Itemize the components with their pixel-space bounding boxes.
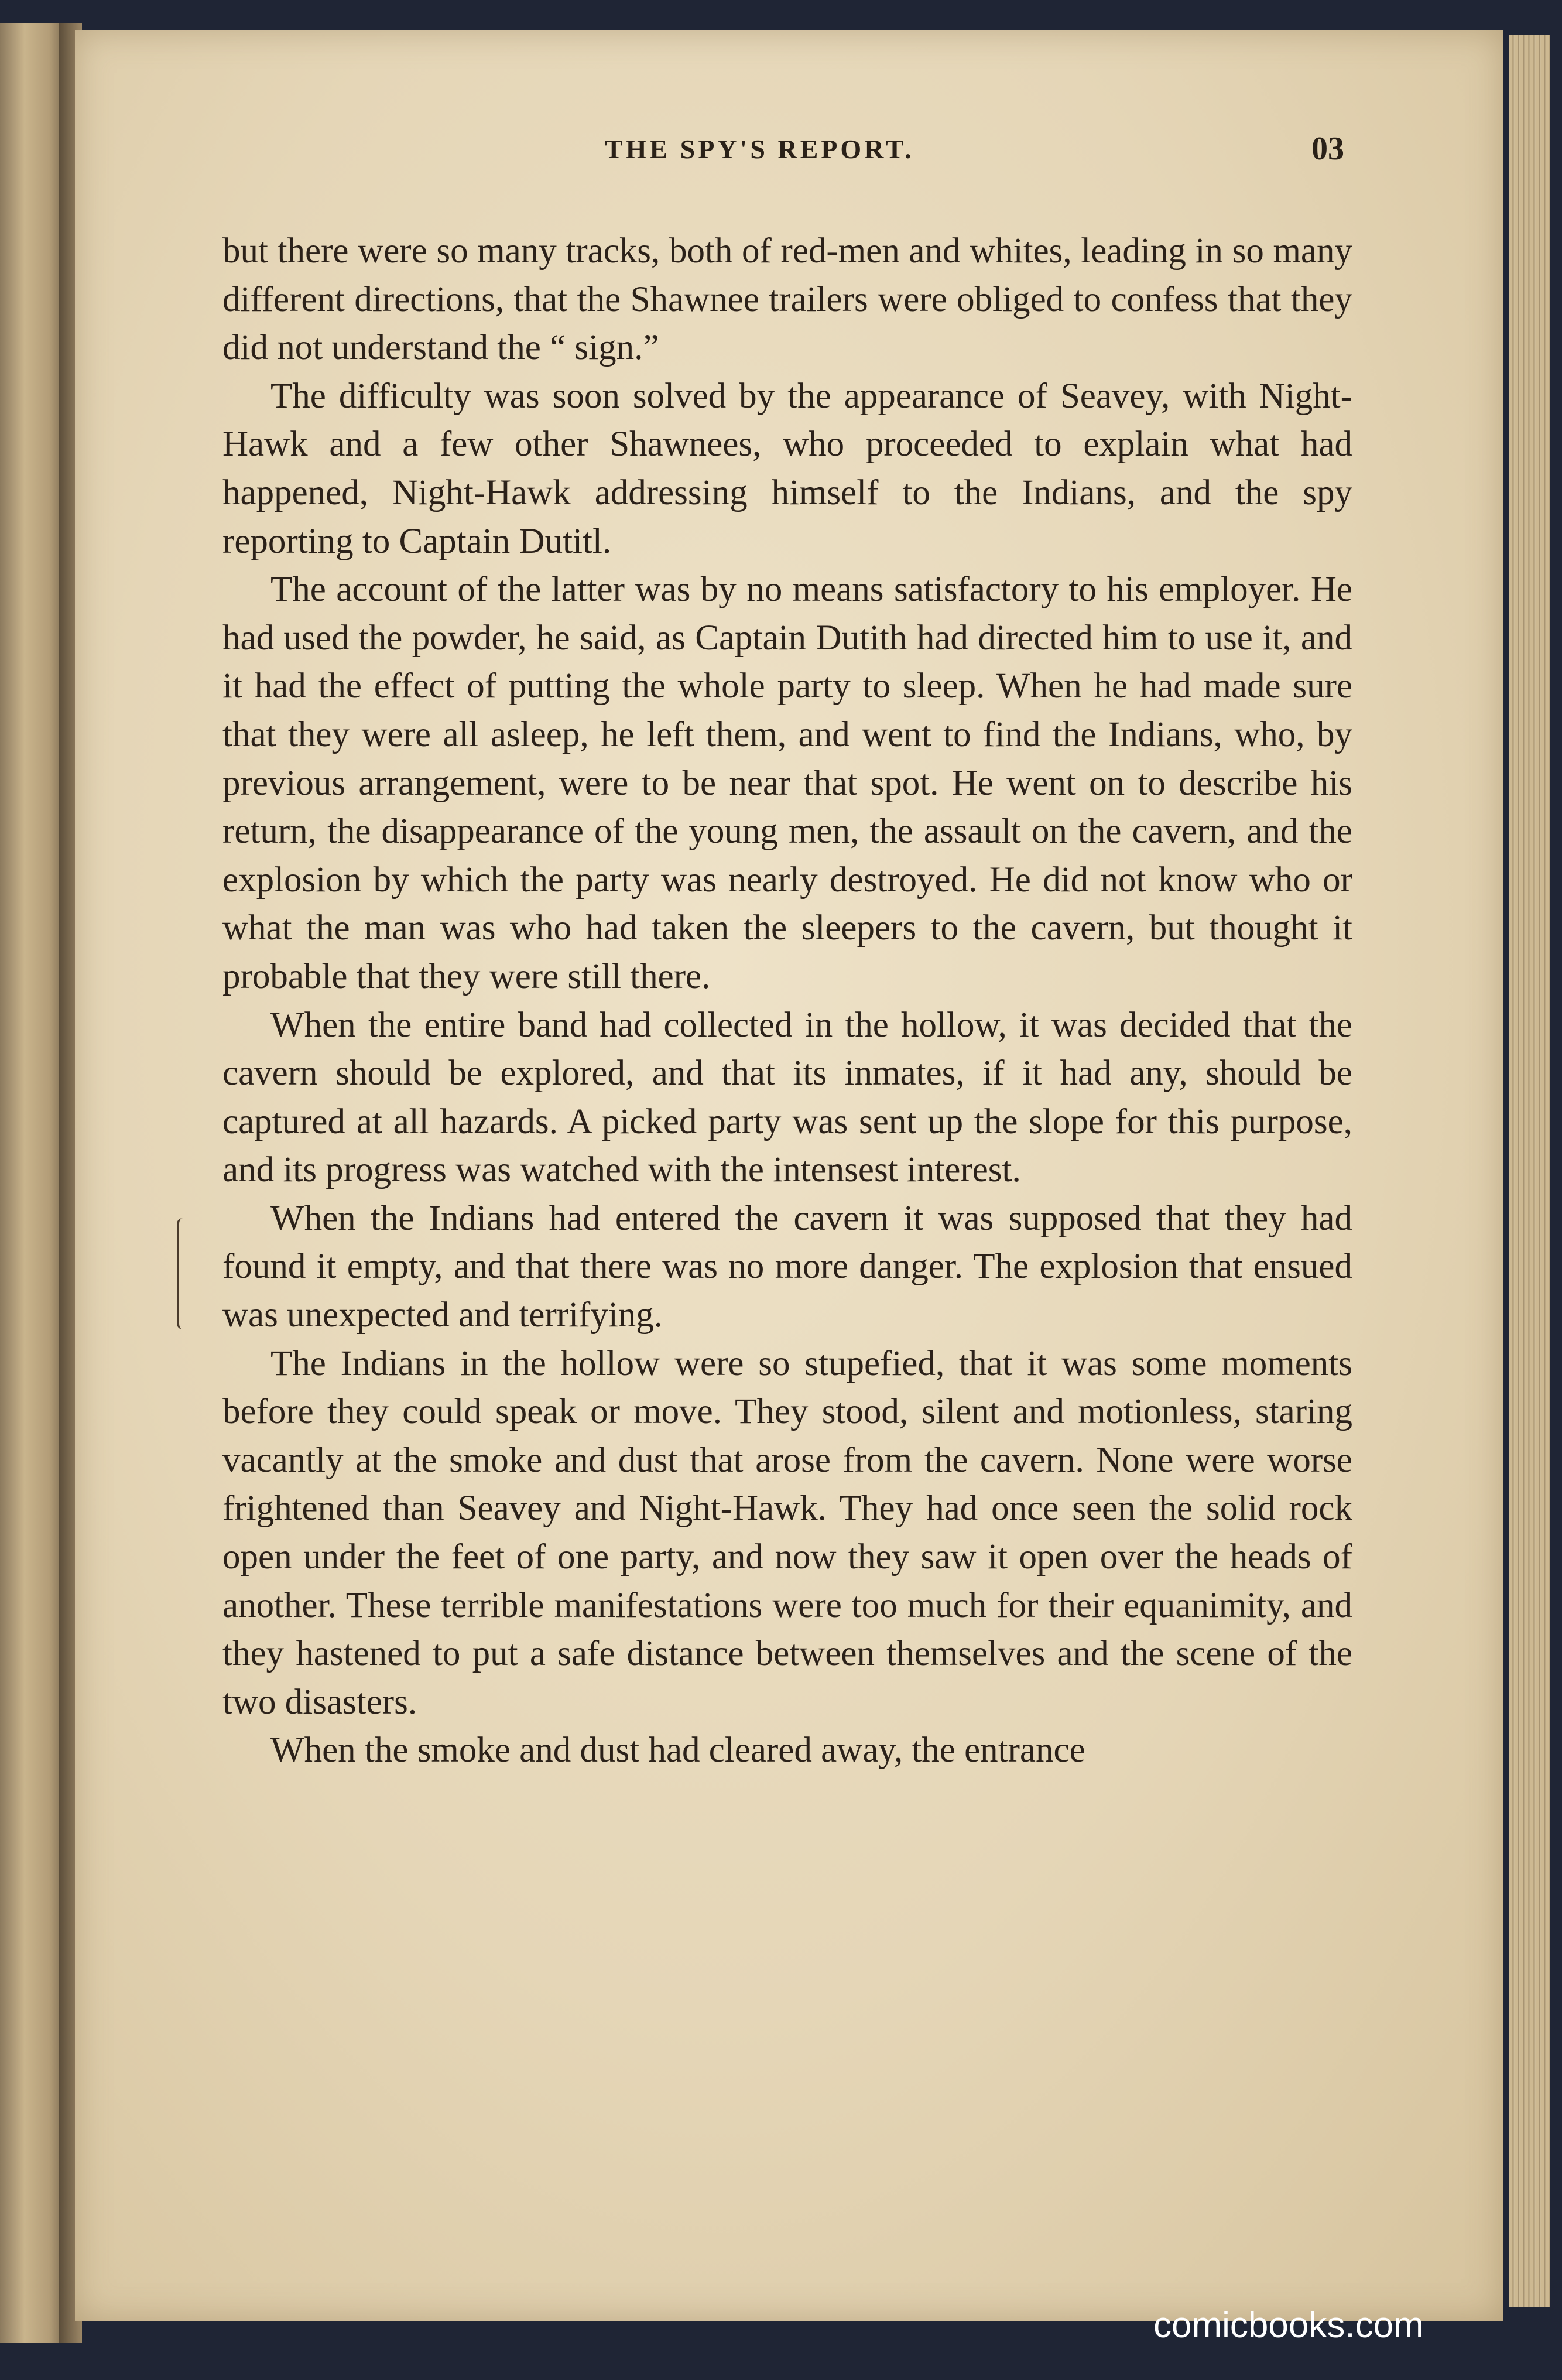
- paragraph-3: The account of the latter was by no means satisfactory to his employer. He had used the powder, he said, as Captain Dutith had directed him to use it, and it had the effect of putting the whole party to sleep. When he had made sure that they were all asleep, he left them, and went to find the Indians, who, by previous arrangement, were to be near that spot. He went on to describe his return, the disappearance of the young men, the assault on the cavern, and the explosion by which the party was nearly destroyed. He did not know who or what the man was who had taken the sleepers to the cavern, but thought it probable that they were still there.: [222, 570, 1352, 996]
- paragraph-4: When the entire band had collected in the hollow, it was decided that the cavern should be explored, and that its inmates, if it had any, should be captured at all hazards. A picked party was sent up the slope for this purpose, and its progress was watched with the intensest interest.: [222, 1005, 1352, 1190]
- page-number: 03: [1311, 131, 1344, 167]
- paragraph-2: The difficulty was soon solved by the appearance of Seavey, with Night-Hawk and a few other Shawnees, who proceeded to explain what had happened, Night-Hawk addressing himself to the Indians, and the spy reporting to Captain Dutitl.: [222, 376, 1352, 561]
- running-head: THE SPY'S REPORT.: [605, 134, 914, 164]
- paragraph-1: but there were so many tracks, both of red-men and whites, leading in so many different directions, that the Shawnee trailers were obliged to confess that they did not understand the “ sign.”: [222, 231, 1352, 368]
- paragraph-6: The Indians in the hollow were so stupefied, that it was some moments before they could speak or move. They stood, silent and motionless, staring vacantly at the smoke and dust that arose from the cavern. None were worse frightened than Seavey and Night-Hawk. They had once seen the solid rock open under the feet of one party, and now they saw it open over the heads of another. These terrible manifestations were too much for their equanimity, and they hastened to put a safe distance between themselves and the scene of the two disasters.: [222, 1343, 1352, 1722]
- paragraph-7: When the smoke and dust had cleared away, the entrance: [270, 1731, 1085, 1770]
- paragraph-5: When the Indians had entered the cavern it was supposed that they had found it empty, and that there was no more danger. The explosion that ensued was unexpected and terrifying.: [222, 1198, 1352, 1335]
- site-watermark: comicbooks.com: [1153, 2305, 1424, 2345]
- body-text: [222, 227, 1352, 1775]
- page-stack-edges: [1509, 35, 1550, 2307]
- pencil-margin-mark: [177, 1218, 185, 1329]
